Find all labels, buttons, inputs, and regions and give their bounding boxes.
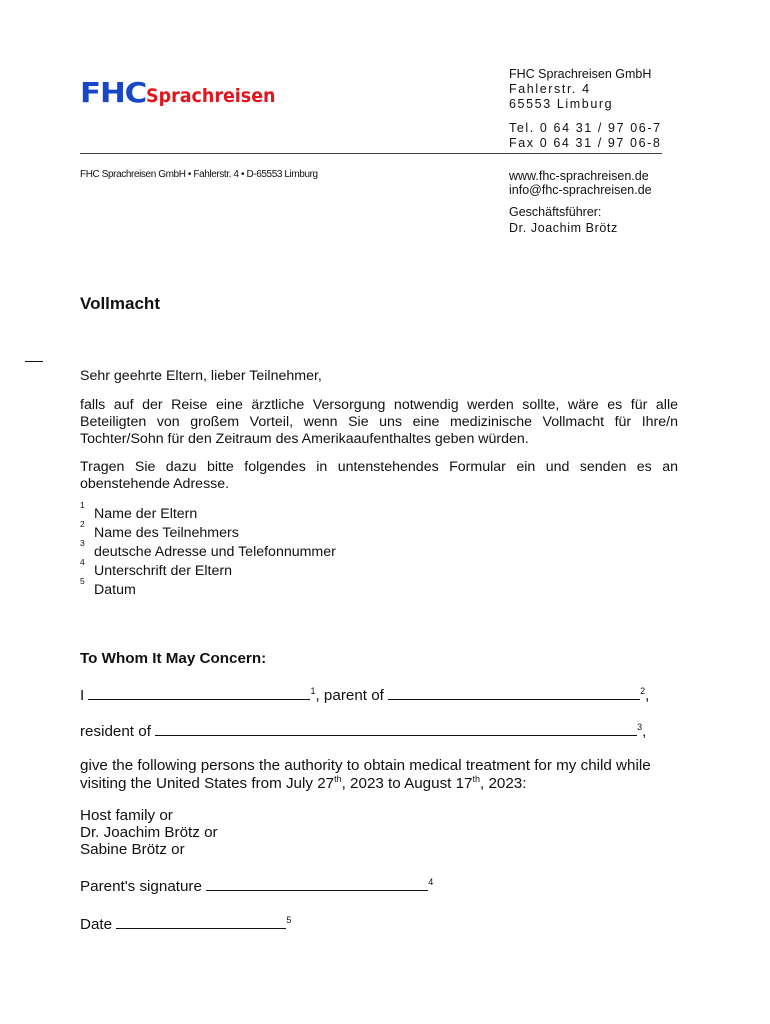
company-fax: Fax 0 64 31 / 97 06-8 <box>509 136 662 150</box>
date-line <box>80 915 291 933</box>
item-number: 1 <box>80 500 85 510</box>
item-text: Datum <box>94 582 136 598</box>
footnote-marker: 3 <box>637 722 643 732</box>
signature-line <box>80 877 433 895</box>
signature-label: Parent's signature <box>80 878 202 896</box>
item-text: Name des Teilnehmers <box>94 525 239 541</box>
resident-line <box>80 722 646 740</box>
authority-line-1: give the following persons the authority to obtain medical treatment for my child while <box>80 757 651 774</box>
salutation: Sehr geehrte Eltern, lieber Teilnehmer, <box>80 368 322 384</box>
signature-field[interactable] <box>206 877 428 891</box>
item-number: 2 <box>80 519 85 529</box>
parent-name-line <box>80 686 649 704</box>
ordinal-suffix: th <box>334 774 342 784</box>
line-label: I <box>80 687 85 705</box>
line-punctuation: , <box>645 687 650 705</box>
list-item <box>80 576 336 600</box>
address-field[interactable] <box>155 722 637 736</box>
authority-text: , 2023: <box>480 775 527 793</box>
list-item <box>80 519 336 543</box>
authority-line-2 <box>80 774 526 792</box>
authorized-person: Sabine Brötz or <box>80 841 185 858</box>
line-label: resident of <box>80 723 151 741</box>
logo-fhc-text: FHC <box>80 76 147 109</box>
item-number: 4 <box>80 557 85 567</box>
date-label: Date <box>80 916 113 934</box>
fold-mark <box>25 361 43 362</box>
authorized-person: Host family or <box>80 807 173 824</box>
company-web: www.fhc-sprachreisen.de <box>509 169 649 183</box>
sender-address-line: FHC Sprachreisen GmbH • Fahlerstr. 4 • D-65553 Limburg <box>80 169 318 180</box>
company-name: FHC Sprachreisen GmbH <box>509 67 652 81</box>
item-text: Unterschrift der Eltern <box>94 563 232 579</box>
logo-sprachreisen-text: Sprachreisen <box>146 85 276 107</box>
authorized-person: Dr. Joachim Brötz or <box>80 824 218 841</box>
item-number: 3 <box>80 538 85 548</box>
participant-name-field[interactable] <box>388 686 640 700</box>
item-text: deutsche Adresse und Telefonnummer <box>94 544 336 560</box>
footnote-marker: 4 <box>428 877 434 887</box>
company-logo <box>80 76 287 109</box>
english-heading: To Whom It May Concern: <box>80 650 267 667</box>
item-text: Name der Eltern <box>94 506 198 522</box>
document-title: Vollmacht <box>80 294 160 313</box>
item-number: 5 <box>80 576 85 586</box>
manager-name: Dr. Joachim Brötz <box>509 221 618 235</box>
manager-label: Geschäftsführer: <box>509 205 602 219</box>
list-item <box>80 538 336 562</box>
ordinal-suffix: th <box>472 774 481 784</box>
line-label: , parent of <box>315 687 384 705</box>
instruction-paragraph: Tragen Sie dazu bitte folgendes in untenstehendes Formular ein und senden es an obenstehende Adresse. <box>80 459 678 492</box>
field-legend-list <box>80 500 336 600</box>
footnote-marker: 5 <box>286 915 292 925</box>
company-street: Fahlerstr. 4 <box>509 82 591 96</box>
company-email: info@fhc-sprachreisen.de <box>509 183 652 197</box>
authority-text: , 2023 to August 17 <box>341 775 473 793</box>
footnote-marker: 2 <box>640 686 646 696</box>
parent-name-field[interactable] <box>88 686 310 700</box>
intro-paragraph: falls auf der Reise eine ärztliche Versorgung notwendig werden sollte, wäre es für alle Beteiligten von großem Vorteil, wenn Sie uns eine medizinische Vollmacht für Ihre/n Tochter/Sohn für den Zeitraum des Amerikaaufenthaltes geben würden. <box>80 397 678 447</box>
date-field[interactable] <box>116 915 286 929</box>
footnote-marker: 1 <box>310 686 316 696</box>
header-divider <box>80 153 662 154</box>
list-item <box>80 557 336 581</box>
company-city: 65553 Limburg <box>509 97 614 111</box>
line-punctuation: , <box>642 723 647 741</box>
company-tel: Tel. 0 64 31 / 97 06-7 <box>509 121 662 135</box>
authority-text: visiting the United States from July 27 <box>80 775 335 793</box>
list-item <box>80 500 336 524</box>
